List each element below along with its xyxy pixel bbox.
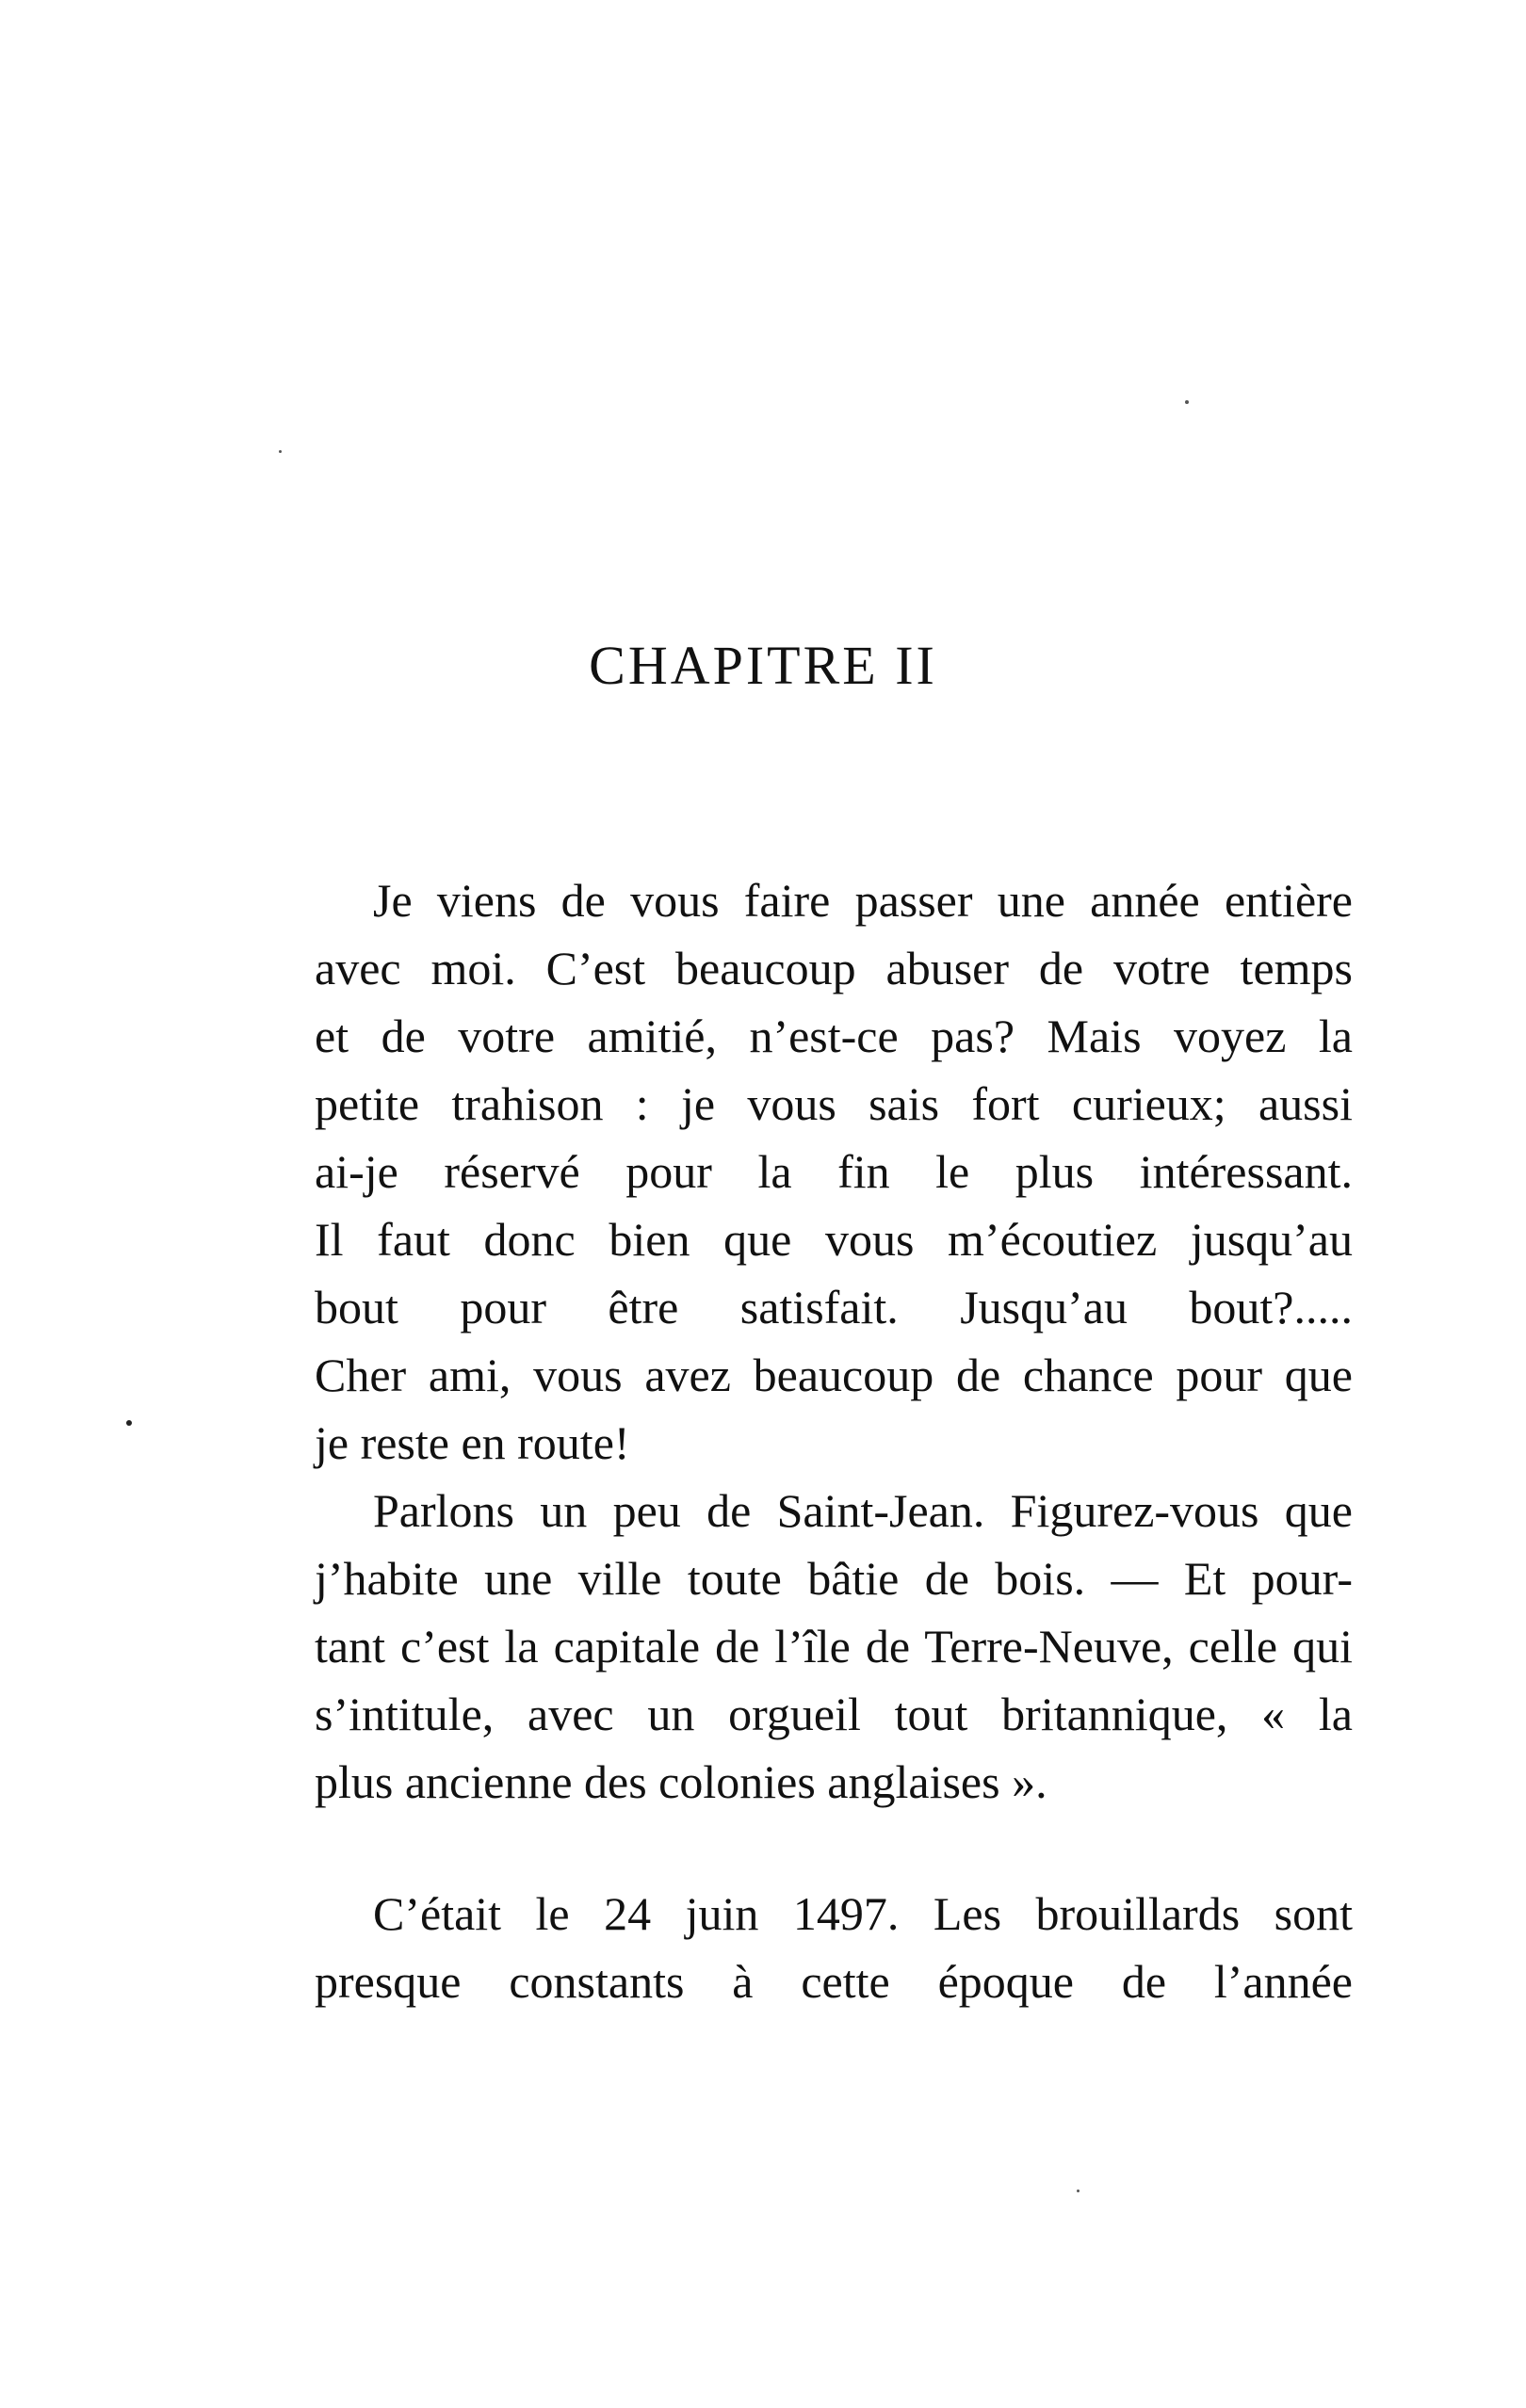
text-line: Cher ami, vous avez beaucoup de chance pour que bbox=[315, 1349, 1353, 1401]
text-line: bout pour être satisfait. Jusqu’au bout?..... bbox=[315, 1281, 1353, 1333]
text-line: avec moi. C’est beaucoup abuser de votre temps bbox=[315, 942, 1353, 994]
text-line: Parlons un peu de Saint-Jean. Figurez-vous que bbox=[373, 1484, 1353, 1537]
text-line: je reste en route! bbox=[315, 1416, 630, 1469]
text-line: et de votre amitié, n’est-ce pas? Mais voyez la bbox=[315, 1010, 1353, 1062]
text-line: plus ancienne des colonies anglaises ». bbox=[315, 1755, 1047, 1808]
text-line: C’était le 24 juin 1497. Les brouillards sont bbox=[373, 1887, 1353, 1940]
paper-speck bbox=[1185, 400, 1189, 404]
chapter-title: CHAPITRE II bbox=[589, 635, 937, 696]
paper-speck bbox=[1077, 2190, 1080, 2192]
text-line: s’intitule, avec un orgueil tout britannique, « la bbox=[315, 1688, 1353, 1740]
text-line: petite trahison : je vous sais fort curieux; aussi bbox=[315, 1077, 1353, 1130]
text-line: Il faut donc bien que vous m’écoutiez jusqu’au bbox=[315, 1213, 1353, 1266]
paper-speck bbox=[279, 450, 282, 453]
text-line: presque constants à cette époque de l’année bbox=[315, 1955, 1353, 2008]
text-line: j’habite une ville toute bâtie de bois. — Et pour- bbox=[315, 1552, 1353, 1605]
text-line: Je viens de vous faire passer une année entière bbox=[373, 874, 1353, 927]
paragraph-2 bbox=[315, 1477, 1353, 1816]
paragraph-1 bbox=[315, 866, 1353, 1477]
text-line: ai-je réservé pour la fin le plus intéressant. bbox=[315, 1145, 1353, 1198]
paragraph-3 bbox=[315, 1880, 1353, 2015]
paper-speck bbox=[126, 1420, 132, 1426]
text-line: tant c’est la capitale de l’île de Terre-Neuve, celle qui bbox=[315, 1620, 1353, 1673]
